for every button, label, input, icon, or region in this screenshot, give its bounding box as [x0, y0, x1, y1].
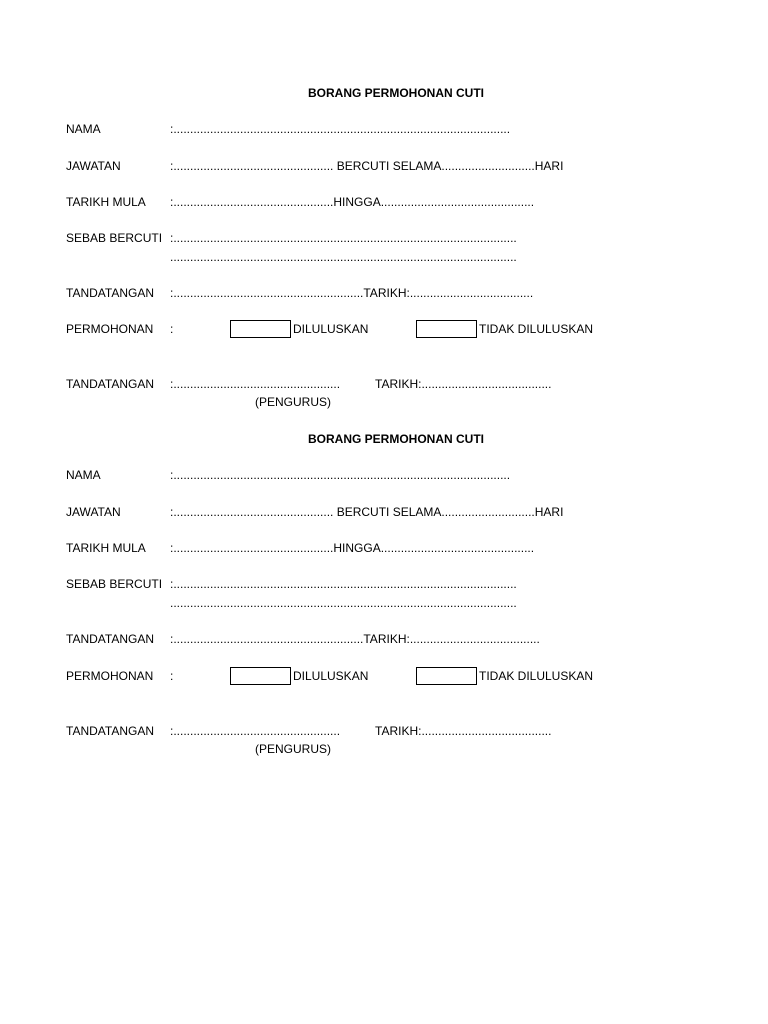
permohonan-label: PERMOHONAN [66, 322, 154, 336]
sebab-bercuti-label: SEBAB BERCUTI [66, 231, 163, 245]
tandatangan-field[interactable]: :.........................................................TARIKH:....................................... [170, 632, 540, 646]
pengurus-label: (PENGURUS) [255, 742, 332, 756]
sebab-bercuti-field-line2[interactable]: ........................................................................................................ [170, 250, 517, 264]
nama-field[interactable]: :..................................................................................................... [170, 468, 511, 482]
sebab-bercuti-field-line2[interactable]: ........................................................................................................ [170, 596, 517, 610]
jawatan-field[interactable]: :................................................ BERCUTI SELAMA............................HARI [170, 159, 564, 173]
form-title: BORANG PERMOHONAN CUTI [308, 432, 484, 446]
tarikh-mula-field[interactable]: :................................................HINGGA.............................................. [170, 195, 535, 209]
permohonan-label: PERMOHONAN [66, 669, 154, 683]
tarikh-mula-field[interactable]: :................................................HINGGA.............................................. [170, 541, 535, 555]
nama-label: NAMA [66, 122, 101, 136]
jawatan-field[interactable]: :................................................ BERCUTI SELAMA............................HARI [170, 505, 564, 519]
diluluskan-label: DILULUSKAN [293, 669, 369, 683]
sebab-bercuti-label: SEBAB BERCUTI [66, 577, 163, 591]
pengurus-tarikh-field[interactable]: TARIKH:....................................... [375, 724, 552, 738]
pengurus-tandatangan-field[interactable]: :.................................................. [170, 377, 341, 391]
tarikh-mula-label: TARIKH MULA [66, 541, 146, 555]
sebab-bercuti-field-line1[interactable]: :....................................................................................................... [170, 231, 517, 245]
jawatan-label: JAWATAN [66, 159, 121, 173]
permohonan-colon: : [170, 669, 174, 683]
pengurus-label: (PENGURUS) [255, 395, 332, 409]
diluluskan-label: DILULUSKAN [293, 322, 369, 336]
nama-field[interactable]: :..................................................................................................... [170, 122, 511, 136]
pengurus-tandatangan-field[interactable]: :.................................................. [170, 724, 341, 738]
diluluskan-checkbox[interactable] [230, 667, 291, 685]
tandatangan-label: TANDATANGAN [66, 286, 155, 300]
tidak-diluluskan-label: TIDAK DILULUSKAN [479, 322, 594, 336]
diluluskan-checkbox[interactable] [230, 320, 291, 338]
tidak-diluluskan-label: TIDAK DILULUSKAN [479, 669, 594, 683]
tidak-diluluskan-checkbox[interactable] [416, 320, 477, 338]
permohonan-colon: : [170, 322, 174, 336]
sebab-bercuti-field-line1[interactable]: :....................................................................................................... [170, 577, 517, 591]
tandatangan-field[interactable]: :.........................................................TARIKH:..................................... [170, 286, 534, 300]
tarikh-mula-label: TARIKH MULA [66, 195, 146, 209]
pengurus-tarikh-field[interactable]: TARIKH:....................................... [375, 377, 552, 391]
tidak-diluluskan-checkbox[interactable] [416, 667, 477, 685]
tandatangan-label: TANDATANGAN [66, 632, 155, 646]
pengurus-tandatangan-label: TANDATANGAN [66, 377, 155, 391]
jawatan-label: JAWATAN [66, 505, 121, 519]
form-title: BORANG PERMOHONAN CUTI [308, 86, 484, 100]
pengurus-tandatangan-label: TANDATANGAN [66, 724, 155, 738]
nama-label: NAMA [66, 468, 101, 482]
